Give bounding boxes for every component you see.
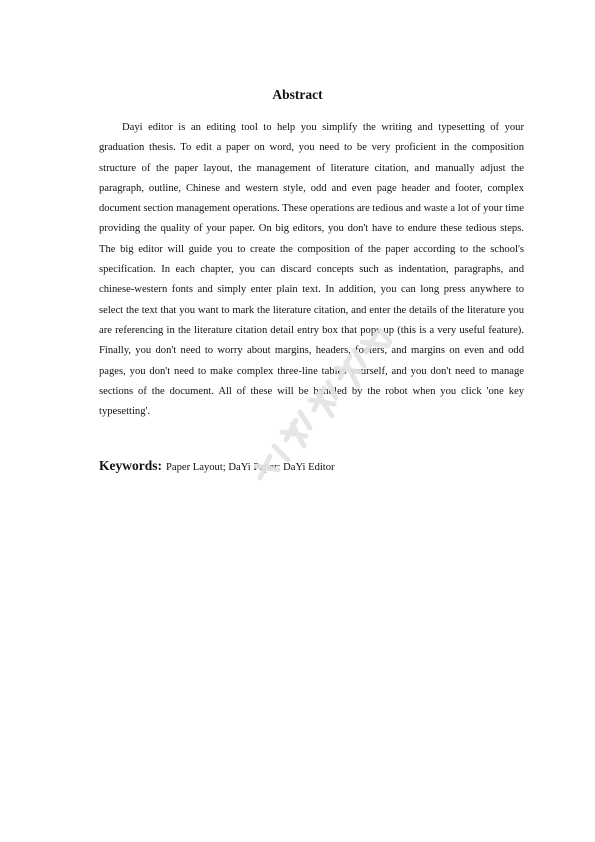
abstract-body-text: Dayi editor is an editing tool to help you simplify the writing and typesetting of your graduation thesis. To edit a paper on word, you need to be very proficient in the composition structure of the paper layout, the management of literature citation, and manually adjust the paragraph, outline, Chinese and western style, odd and even page header and footer, complex document section management operations. These operations are tedious and waste a lot of your time providing the quality of your paper. On big editors, you don't have to endure these tedious steps. The big editor will guide you to create the composition of the paper according to the school's specification. In each chapter, you can discard concepts such as indentation, paragraphs, and chinese-western fonts and simply enter plain text. In addition, you can long press anywhere to select the text that you want to mark the literature citation, and enter the details of the literature you are referencing in the literature citation detail entry box that pops up (this is a very useful feature). Finally, you don't need to worry about margins, headers, footers, and margins on even and odd pages, you don't need to make complex three-line tables yourself, and you don't need to manage sections of the document. All of these will be handled by the robot when you click 'one key typesetting'. bbox=[99, 122, 524, 418]
keywords-list: Paper Layout; DaYi Paper; DaYi Editor bbox=[166, 462, 335, 473]
keywords-line bbox=[99, 456, 529, 478]
keywords-label: Keywords: bbox=[99, 458, 162, 473]
abstract-title: Abstract bbox=[272, 87, 323, 102]
